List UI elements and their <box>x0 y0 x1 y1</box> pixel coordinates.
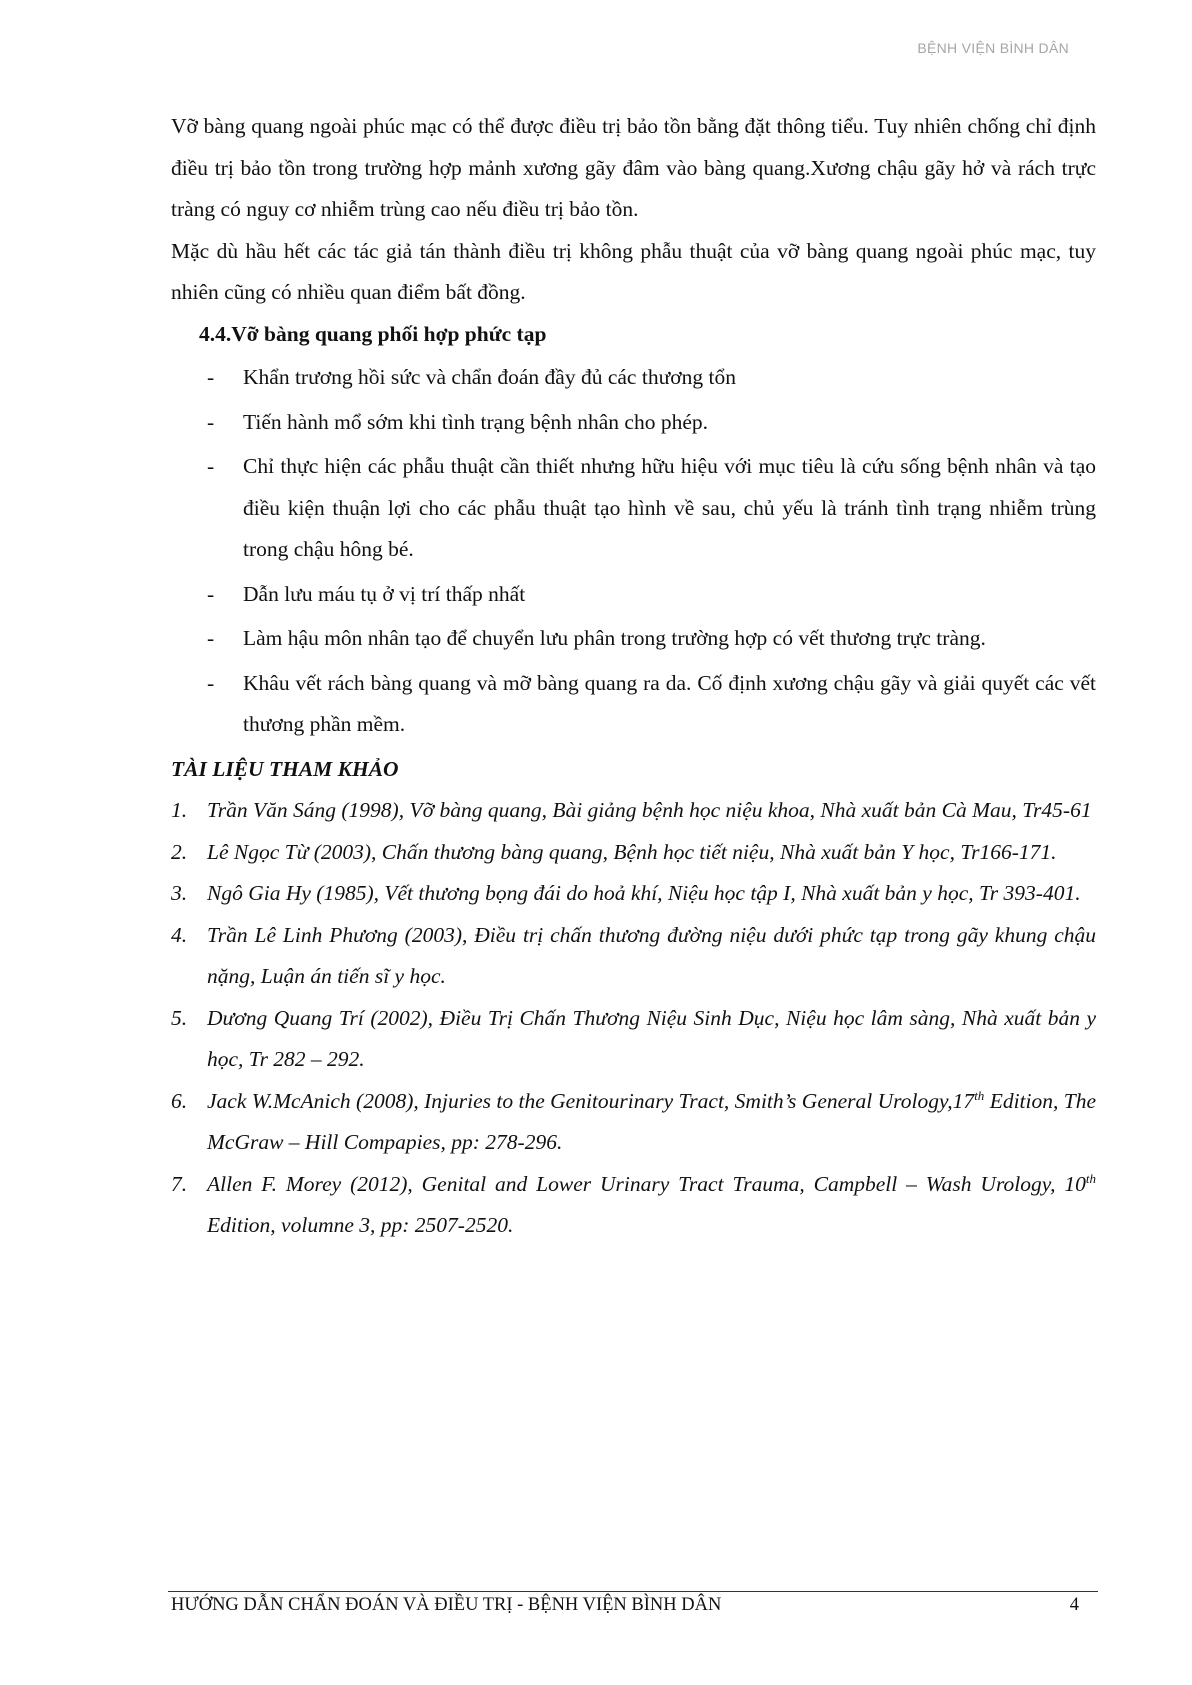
references-heading: TÀI LIỆU THAM KHẢO <box>171 756 399 781</box>
bullet-item <box>171 574 1096 616</box>
reference-text-pre: Allen F. Morey (2012), Genital and Lower Urinary Tract Trauma, Campbell – Wash Urology, 10 <box>207 1171 1086 1196</box>
body-paragraph-1: Vỡ bàng quang ngoài phúc mạc có thể được điều trị bảo tồn bằng đặt thông tiểu. Tuy nhiên chống chỉ định điều trị bảo tồn trong trường hợp mảnh xương gãy đâm vào bàng quang.Xương chậu gãy hở và rách trực tràng có nguy cơ nhiễm trùng cao nếu điều trị bảo tồn. <box>171 114 1096 221</box>
bullet-text: Chỉ thực hiện các phẫu thuật cần thiết nhưng hữu hiệu với mục tiêu là cứu sống bệnh nhân và tạo điều kiện thuận lợi cho các phẫu thuật tạo hình về sau, chủ yếu là tránh tình trạng nhiễm trùng trong chậu hông bé. <box>243 454 1096 561</box>
reference-item <box>171 1164 1096 1247</box>
reference-text: Trần Văn Sáng (1998), Vỡ bàng quang, Bài giảng bệnh học niệu khoa, Nhà xuất bản Cà Mau, Tr45-61 <box>207 798 1092 822</box>
reference-number: 5. <box>171 1005 188 1030</box>
bullet-dash: - <box>207 670 215 695</box>
bullet-dash: - <box>207 581 215 606</box>
reference-text: Dương Quang Trí (2002), Điều Trị Chấn Thương Niệu Sinh Dục, Niệu học lâm sàng, Nhà xuất bản y học, Tr 282 – 292. <box>207 1005 1096 1071</box>
reference-text-post: Edition, The McGraw – Hill Compapies, pp: 278-296. <box>207 1088 1096 1154</box>
footer-divider <box>168 1591 1098 1592</box>
reference-item <box>171 832 1096 874</box>
bullet-item <box>171 446 1096 571</box>
bullet-item <box>171 402 1096 444</box>
reference-text: Ngô Gia Hy (1985), Vết thương bọng đái do hoả khí, Niệu học tập I, Nhà xuất bản y học, Tr 393-401. <box>207 881 1081 905</box>
bullet-dash: - <box>207 409 215 434</box>
reference-text: Lê Ngọc Từ (2003), Chấn thương bàng quang, Bệnh học tiết niệu, Nhà xuất bản Y học, Tr166-171. <box>207 839 1057 864</box>
reference-text-post: Edition, volumne 3, pp: 2507-2520. <box>207 1213 514 1237</box>
reference-text-pre: Jack W.McAnich (2008), Injuries to the Genitourinary Tract, Smith’s General Urology,17 <box>207 1088 975 1113</box>
bullet-text: Khẩn trương hồi sức và chẩn đoán đầy đủ các thương tổn <box>243 365 736 389</box>
bullet-item <box>171 663 1096 746</box>
body-paragraph-2: Mặc dù hầu hết các tác giả tán thành điều trị không phẫu thuật của vỡ bàng quang ngoài phúc mạc, tuy nhiên cũng có nhiều quan điểm bất đồng. <box>171 238 1096 304</box>
reference-item <box>171 998 1096 1081</box>
reference-superscript: th <box>974 1087 985 1103</box>
reference-number: 6. <box>171 1088 188 1113</box>
header-hospital-name: BỆNH VIỆN BÌNH DÂN <box>917 40 1069 56</box>
reference-item <box>171 1081 1096 1164</box>
bullet-text: Dẫn lưu máu tụ ở vị trí thấp nhất <box>243 581 526 606</box>
bullet-text: Khâu vết rách bàng quang và mỡ bàng quang ra da. Cố định xương chậu gãy và giải quyết các vết thương phần mềm. <box>243 670 1096 736</box>
reference-number: 3. <box>171 881 188 905</box>
page-number: 4 <box>1069 1595 1079 1615</box>
reference-item <box>171 873 1096 915</box>
bullet-text: Tiến hành mổ sớm khi tình trạng bệnh nhân cho phép. <box>243 409 709 434</box>
reference-item <box>171 790 1096 832</box>
bullet-dash: - <box>207 365 215 389</box>
page-content <box>171 106 1096 1247</box>
reference-item <box>171 915 1096 998</box>
reference-text: Trần Lê Linh Phương (2003), Điều trị chấn thương đường niệu dưới phức tạp trong gãy khung chậu nặng, Luận án tiến sĩ y học. <box>207 922 1096 988</box>
reference-number: 4. <box>171 922 188 947</box>
bullet-text: Làm hậu môn nhân tạo để chuyển lưu phân trong trường hợp có vết thương trực tràng. <box>243 626 986 650</box>
bullet-dash: - <box>207 454 215 478</box>
reference-number: 2. <box>171 839 188 864</box>
section-heading: 4.4.Vỡ bàng quang phối hợp phức tạp <box>199 321 547 346</box>
footer-title: HƯỚNG DẪN CHẨN ĐOÁN VÀ ĐIỀU TRỊ - BỆNH VIỆN BÌNH DÂN <box>171 1595 722 1615</box>
reference-number: 1. <box>171 798 188 822</box>
bullet-dash: - <box>207 626 215 650</box>
references-list <box>171 790 1096 1247</box>
bullet-list <box>171 357 1096 746</box>
bullet-item <box>171 618 1096 660</box>
bullet-item <box>171 357 1096 399</box>
reference-number: 7. <box>171 1171 188 1196</box>
reference-superscript: th <box>1085 1170 1096 1186</box>
